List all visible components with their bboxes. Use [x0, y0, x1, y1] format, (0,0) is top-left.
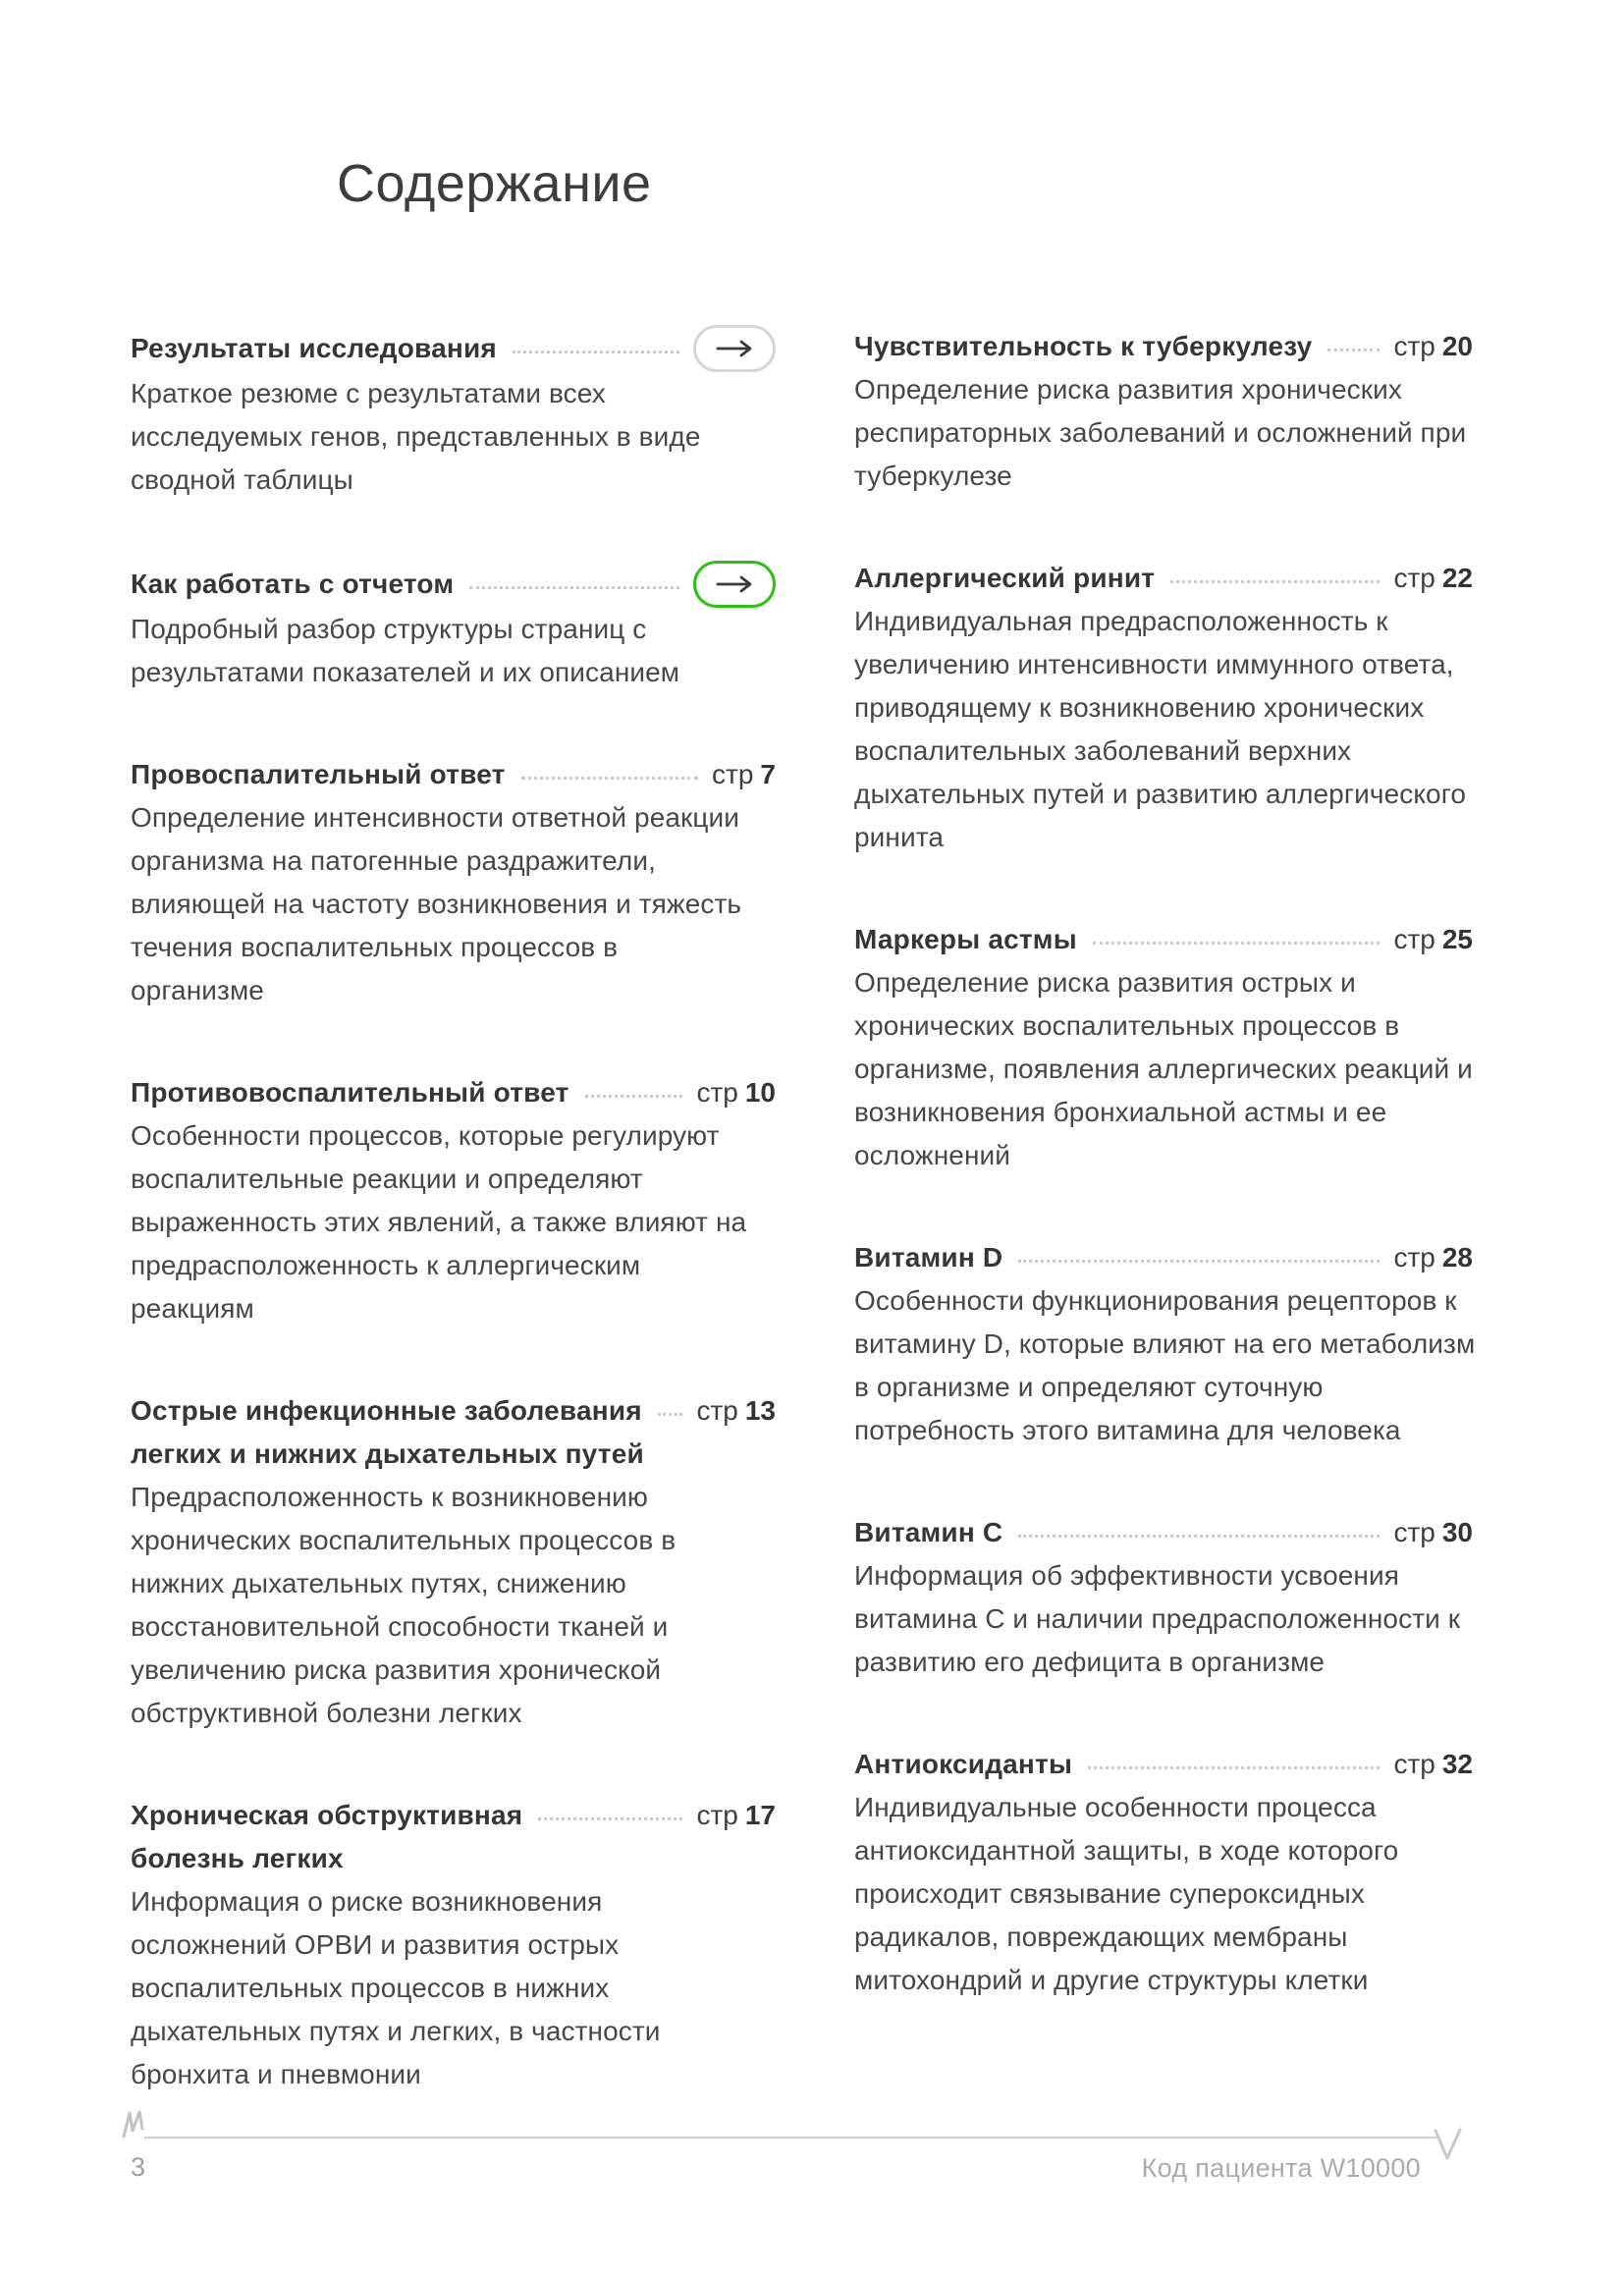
- arrow-right-icon: [716, 574, 753, 594]
- section-description: [131, 1114, 776, 1330]
- description-line: Информация об эффективности усвоения: [854, 1560, 1399, 1591]
- toc-section: [131, 1389, 776, 1735]
- section-description: [854, 600, 1473, 859]
- section-title[interactable]: Витамин C: [854, 1517, 1003, 1547]
- description-line: предрасположенность к аллергическим: [131, 1250, 641, 1280]
- section-title[interactable]: Чувствительность к туберкулезу: [854, 331, 1313, 361]
- toc-columns: [131, 325, 1476, 2155]
- section-page-ref[interactable]: стр 30: [1393, 1517, 1473, 1547]
- description-line: исследуемых генов, представленных в виде: [131, 421, 701, 452]
- description-line: воспалительные реакции и определяют: [131, 1164, 643, 1194]
- description-line: развитию его дефицита в организме: [854, 1647, 1326, 1677]
- toc-section: [854, 1743, 1473, 2002]
- section-page-ref[interactable]: стр 10: [696, 1077, 776, 1108]
- toc-section-header: [854, 1743, 1473, 1786]
- page-title: Содержание: [337, 154, 652, 213]
- section-title[interactable]: Острые инфекционные заболевания: [131, 1395, 642, 1426]
- section-page-ref[interactable]: стр 7: [712, 759, 776, 789]
- description-line: респираторных заболеваний и осложнений при: [854, 417, 1467, 448]
- section-description: [854, 1786, 1473, 2002]
- section-page-ref[interactable]: стр 25: [1393, 924, 1473, 954]
- arrow-right-icon: [716, 339, 753, 358]
- toc-section: [131, 753, 776, 1012]
- description-line: митохондрий и другие структуры клетки: [854, 1965, 1369, 1995]
- description-line: ринита: [854, 822, 944, 852]
- description-line: витамину D, которые влияют на его метаболизм: [854, 1328, 1476, 1359]
- description-line: Подробный разбор структуры страниц с: [131, 614, 647, 644]
- section-description: [854, 1279, 1476, 1452]
- dotted-leader: [1088, 1766, 1380, 1769]
- section-description: [854, 1554, 1473, 1684]
- dotted-leader: [1018, 1535, 1380, 1538]
- description-line: нижних дыхательных путях, снижению: [131, 1568, 626, 1598]
- dotted-leader: [538, 1817, 682, 1820]
- description-line: хронических воспалительных процессов в: [131, 1525, 677, 1555]
- description-line: приводящему к возникновению хронических: [854, 692, 1425, 723]
- section-description: [854, 368, 1473, 498]
- description-line: потребность этого витамина для человека: [854, 1415, 1401, 1445]
- toc-section-header: [131, 753, 776, 796]
- toc-section: [854, 325, 1473, 498]
- section-description: [131, 372, 776, 502]
- toc-section-header: [854, 918, 1473, 961]
- description-line: бронхита и пневмонии: [131, 2059, 421, 2089]
- toc-section-header: [854, 557, 1473, 600]
- description-line: туберкулезе: [854, 460, 1012, 491]
- toc-section: [854, 918, 1473, 1177]
- toc-section: [854, 1511, 1473, 1684]
- description-line: Особенности функционирования рецепторов к: [854, 1285, 1457, 1316]
- description-line: Определение интенсивности ответной реакции: [131, 802, 740, 833]
- section-description: [854, 961, 1473, 1177]
- description-line: реакциям: [131, 1293, 254, 1324]
- description-line: результатами показателей и их описанием: [131, 657, 680, 687]
- description-line: увеличению риска развития хронической: [131, 1654, 662, 1685]
- section-title[interactable]: Аллергический ринит: [854, 563, 1156, 593]
- page-number: 3: [131, 2152, 146, 2182]
- section-title[interactable]: Витамин D: [854, 1242, 1003, 1273]
- description-line: Индивидуальные особенности процесса: [854, 1792, 1377, 1822]
- toc-section: [854, 557, 1473, 859]
- toc-section-header: [131, 1794, 776, 1837]
- dotted-leader: [1018, 1260, 1380, 1263]
- description-line: Предрасположенность к возникновению: [131, 1482, 648, 1512]
- section-title[interactable]: Провоспалительный ответ: [131, 759, 506, 789]
- section-description: [131, 1476, 776, 1735]
- description-line: возникновения бронхиальной астмы и ее: [854, 1097, 1387, 1127]
- description-line: радикалов, повреждающих мембраны: [854, 1922, 1348, 1952]
- dotted-leader: [1327, 349, 1380, 352]
- description-line: организме: [131, 975, 264, 1005]
- toc-section-header: [854, 325, 1473, 368]
- dotted-leader: [513, 351, 679, 353]
- toc-column-left: [131, 325, 776, 2155]
- description-line: обструктивной болезни легких: [131, 1698, 522, 1728]
- description-line: осложнений: [854, 1140, 1010, 1170]
- description-line: Индивидуальная предрасположенность к: [854, 606, 1388, 636]
- description-line: витамина C и наличии предрасположенности к: [854, 1603, 1461, 1634]
- dotted-leader: [658, 1413, 683, 1416]
- section-page-ref[interactable]: стр 13: [696, 1395, 776, 1426]
- toc-section: [854, 1236, 1476, 1452]
- toc-section: [131, 325, 776, 502]
- description-line: Краткое резюме с результатами всех: [131, 378, 606, 408]
- section-title[interactable]: Маркеры астмы: [854, 924, 1077, 954]
- dotted-leader: [521, 777, 698, 780]
- dotted-leader: [1093, 942, 1380, 945]
- section-description: [131, 1880, 776, 2096]
- description-line: Определение риска развития хронических: [854, 374, 1402, 405]
- section-page-ref[interactable]: стр 17: [696, 1800, 776, 1830]
- section-title[interactable]: Антиоксиданты: [854, 1749, 1073, 1779]
- description-line: организма на патогенные раздражители,: [131, 845, 656, 876]
- dotted-leader: [1170, 580, 1380, 583]
- section-title[interactable]: Хроническая обструктивная: [131, 1800, 523, 1830]
- section-title[interactable]: Результаты исследования: [131, 333, 497, 363]
- toc-section-header: [131, 1389, 776, 1433]
- description-line: антиоксидантной защиты, в ходе которого: [854, 1835, 1399, 1866]
- section-title[interactable]: Как работать с отчетом: [131, 569, 455, 599]
- description-line: дыхательных путях и легких, в частности: [131, 2016, 661, 2046]
- toc-section-header: [854, 1511, 1473, 1554]
- arrow-link-button[interactable]: [693, 325, 776, 372]
- description-line: Особенности процессов, которые регулируют: [131, 1120, 720, 1151]
- description-line: воспалительных процессов в нижних: [131, 1973, 610, 2003]
- description-line: происходит связывание супероксидных: [854, 1878, 1365, 1909]
- description-line: Определение риска развития острых и: [854, 967, 1356, 998]
- section-title-line2[interactable]: болезнь легких: [131, 1843, 344, 1873]
- section-description: [131, 608, 776, 694]
- section-description: [131, 796, 776, 1012]
- arrow-link-button[interactable]: [693, 561, 776, 608]
- patient-code: Код пациента W10000: [1141, 2153, 1421, 2183]
- description-line: восстановительной способности тканей и: [131, 1611, 669, 1642]
- toc-section-header: [854, 1236, 1473, 1279]
- section-title-line2[interactable]: легких и нижних дыхательных путей: [131, 1438, 644, 1469]
- section-page-ref[interactable]: стр 20: [1393, 331, 1473, 361]
- section-page-ref[interactable]: стр 22: [1393, 563, 1473, 593]
- description-line: осложнений ОРВИ и развития острых: [131, 1929, 620, 1960]
- section-title[interactable]: Противовоспалительный ответ: [131, 1077, 569, 1108]
- description-line: влияющей на частоту возникновения и тяжесть: [131, 889, 742, 919]
- description-line: хронических воспалительных процессов в: [854, 1010, 1400, 1041]
- description-line: в организме и определяют суточную: [854, 1372, 1324, 1402]
- section-page-ref[interactable]: стр 32: [1393, 1749, 1473, 1779]
- description-line: увеличению интенсивности иммунного ответа,: [854, 649, 1454, 679]
- description-line: воспалительных заболеваний верхних: [854, 735, 1352, 766]
- toc-section: [131, 1071, 776, 1330]
- footer-checkmark-icon: [1434, 2128, 1463, 2161]
- toc-section-header: [131, 325, 776, 372]
- toc-section-header: [131, 561, 776, 608]
- toc-column-right: [854, 325, 1476, 2061]
- toc-section: [131, 1794, 776, 2096]
- toc-section: [131, 561, 776, 694]
- footer-divider: [144, 2137, 1436, 2139]
- description-line: сводной таблицы: [131, 464, 353, 495]
- section-page-ref[interactable]: стр 28: [1393, 1242, 1473, 1273]
- description-line: течения воспалительных процессов в: [131, 932, 619, 962]
- description-line: Информация о риске возникновения: [131, 1886, 603, 1917]
- description-line: выраженность этих явлений, а также влияют на: [131, 1207, 747, 1237]
- dotted-leader: [469, 586, 679, 589]
- description-line: организме, появления аллергических реакций и: [854, 1054, 1473, 1084]
- description-line: дыхательных путей и развитию аллергического: [854, 779, 1467, 809]
- footer-squiggle-icon: [121, 2109, 146, 2139]
- toc-section-header: [131, 1071, 776, 1114]
- dotted-leader: [585, 1095, 683, 1098]
